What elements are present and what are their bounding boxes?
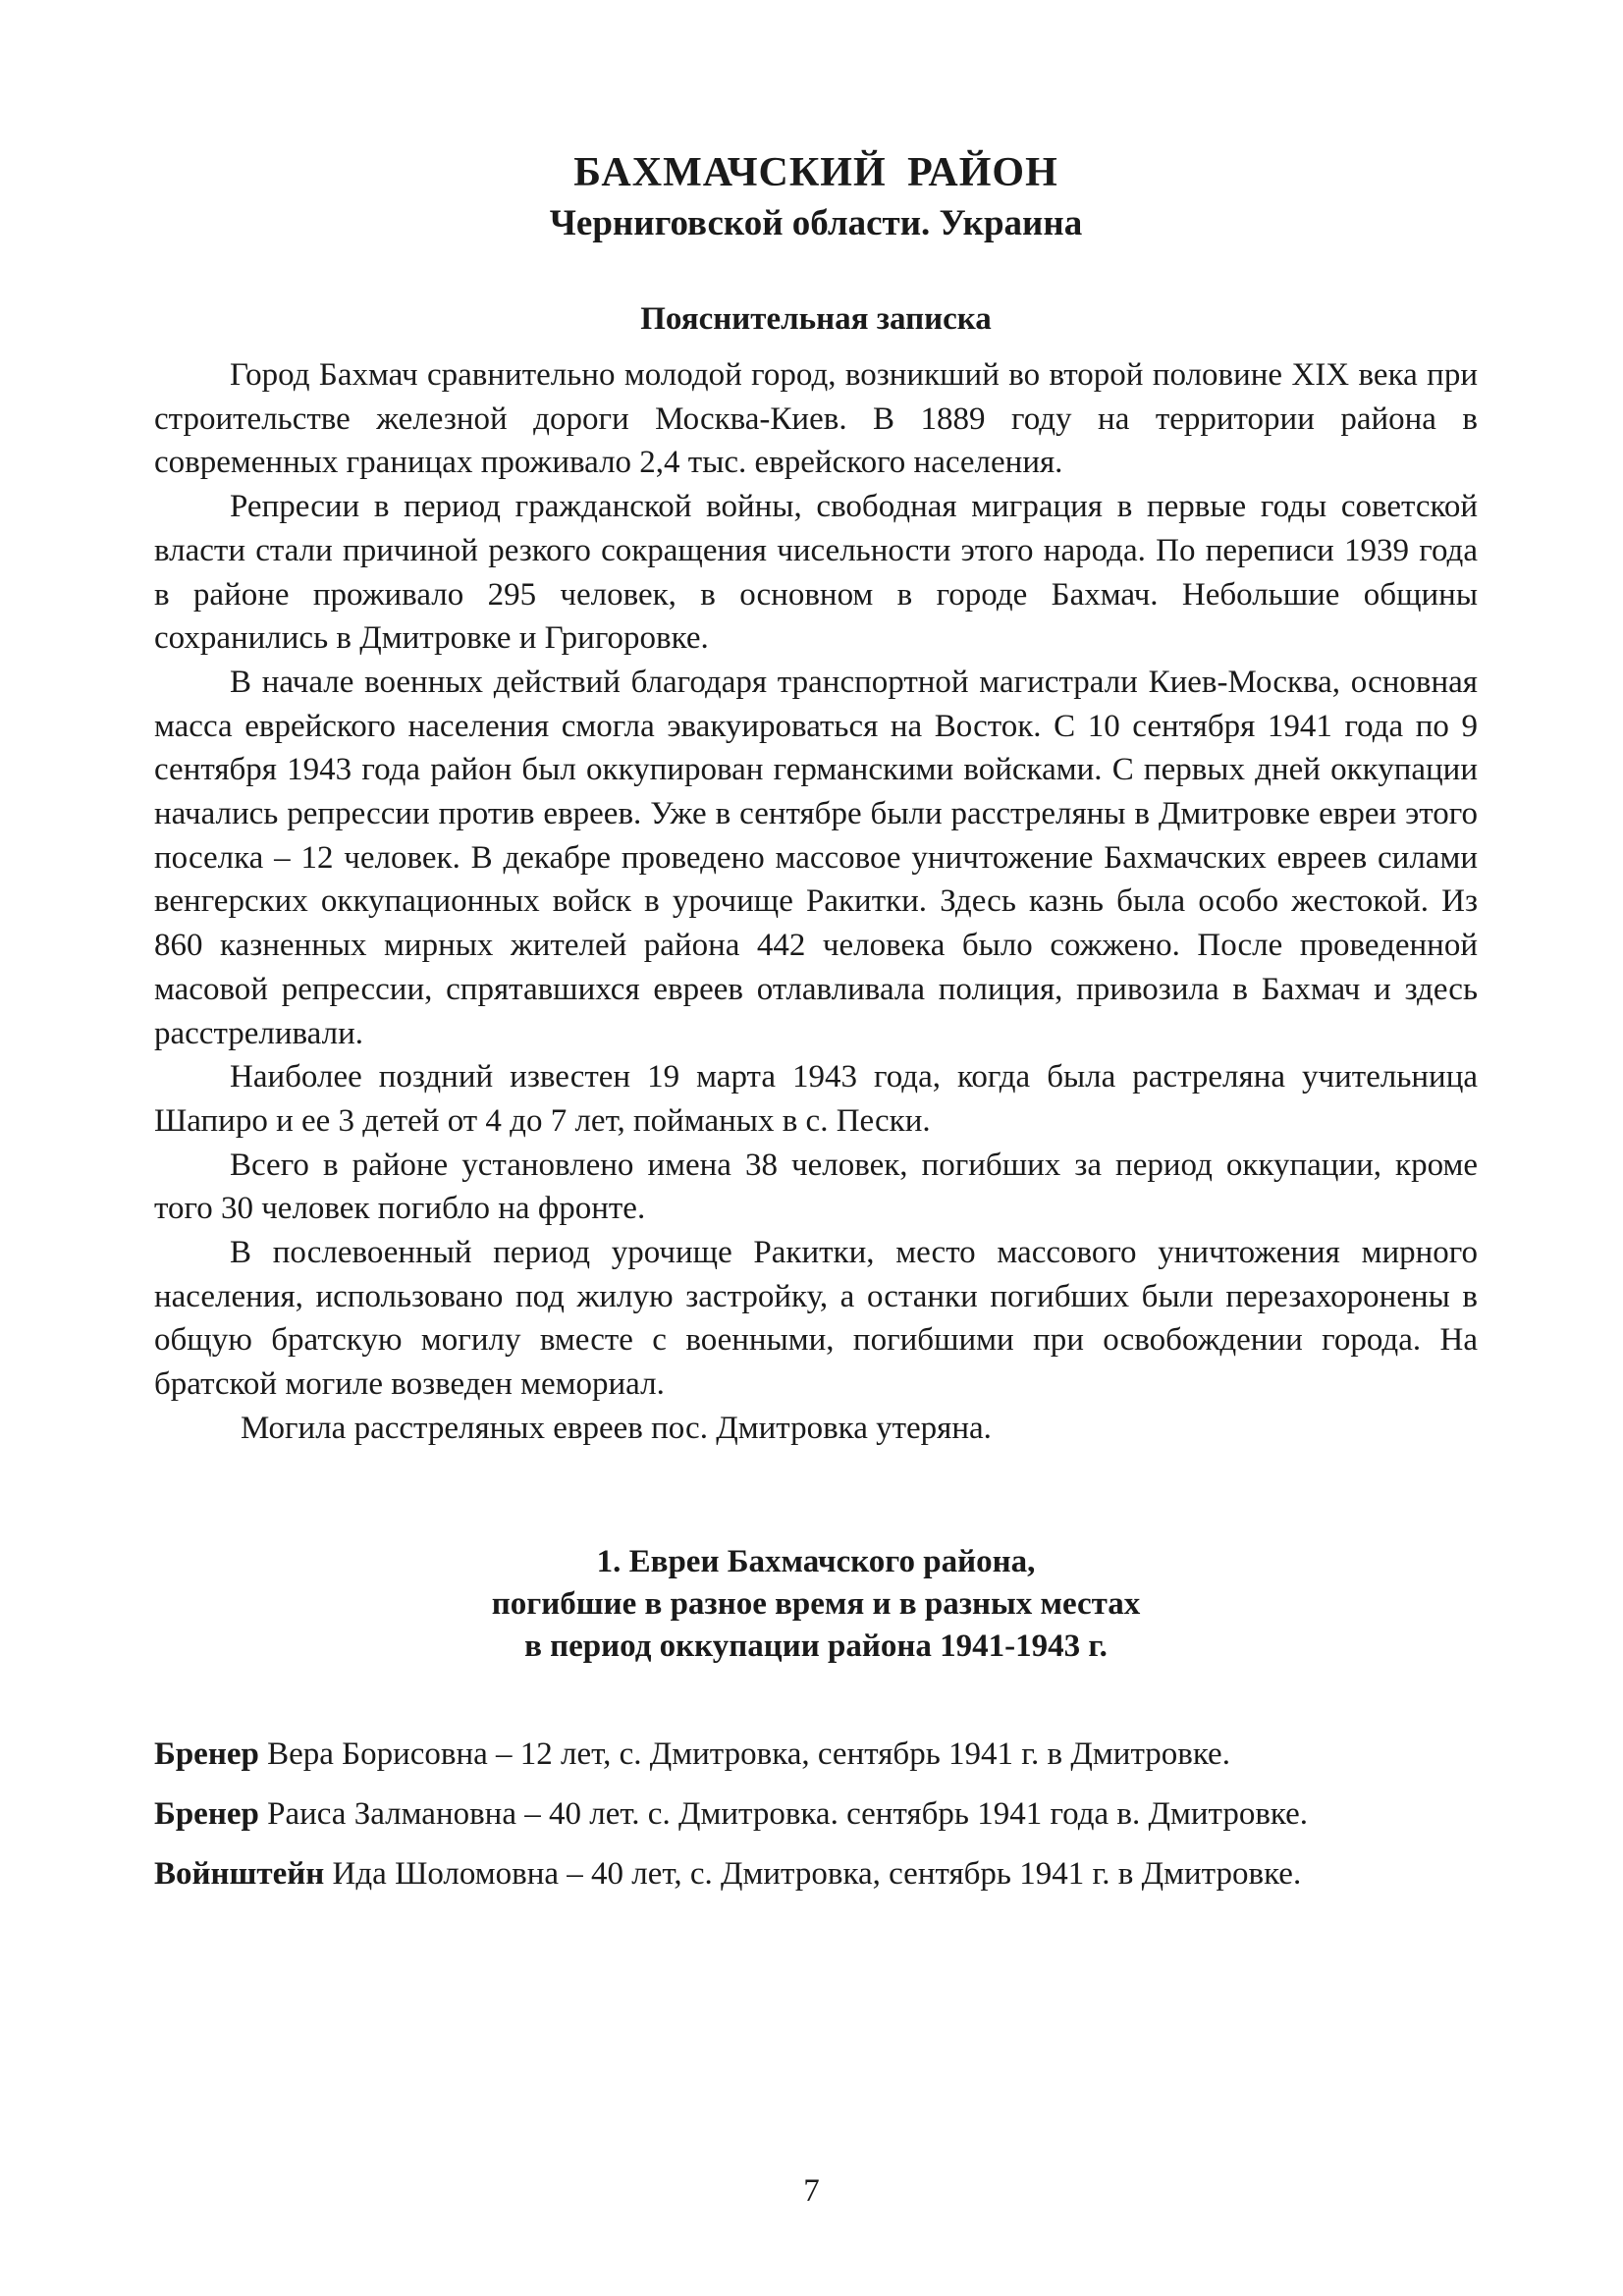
document-title: БАХМАЧСКИЙ РАЙОН [573, 150, 1058, 195]
victim-details: Раиса Залмановна – 40 лет. с. Дмитровка. сентябрь 1941 года в. Дмитровке. [258, 1795, 1309, 1832]
victim-surname: Бренер [154, 1795, 259, 1832]
note-paragraph: В послевоенный период урочище Ракитки, место массового уничтожения мирного населения, использовано под жилую застройку, а останки погибших были перезахоронены в общую братскую могилу вместе с военными, погибшими при освобождении города. На братской могиле возведен мемориал. [154, 1235, 1478, 1403]
note-paragraph: Всего в районе установлено имена 38 человек, погибших за период оккупации, кроме того 30 человек погибло на фронте. [154, 1147, 1478, 1227]
section-heading [154, 1541, 1478, 1668]
victim-entry [154, 1792, 1478, 1836]
document-subtitle: Черниговской области. Украина [549, 203, 1083, 243]
note-paragraph: Репресии в период гражданской войны, свободная миграция в первые годы советской власти стали причиной резкого сокращения чисельности этого народа. По переписи 1939 года в районе проживало 295 человек, в основном в городе Бахмач. Небольшие общины сохранились в Дмитровке и Григоровке. [154, 489, 1478, 657]
victim-details: Вера Борисовна – 12 лет, с. Дмитровка, сентябрь 1941 г. в Дмитровке. [258, 1735, 1230, 1772]
note-paragraph: Наиболее поздний известен 19 марта 1943 года, когда была растреляна учительница Шапиро и ее 3 детей от 4 до 7 лет, пойманых в с. Пески. [154, 1059, 1478, 1139]
page-number: 7 [803, 2173, 820, 2209]
note-paragraph: В начале военных действий благодаря транспортной магистрали Киев-Москва, основная масса еврейского населения смогла эвакуироваться на Восток. С 10 сентября 1941 года по 9 сентября 1943 года район был оккупирован германскими войсками. С первых дней оккупации начались репрессии против евреев. Уже в сентябре были расстреляны в Дмитровке евреи этого поселка – 12 человек. В декабре проведено массовое уничтожение Бахмачских евреев силами венгерских оккупационных войск в урочище Ракитки. Здесь казнь была особо жестокой. Из 860 казненных мирных жителей района 442 человека было сожжено. После проведенной масовой репрессии, спрятавшихся евреев отлавливала полиция, привозила в Бахмач и здесь расстреливали. [154, 664, 1478, 1051]
section-heading-line: 1. Евреи Бахмачского района, [596, 1543, 1036, 1579]
section-heading-line: погибшие в разное время и в разных местах [491, 1585, 1141, 1622]
document-page [154, 147, 1478, 1912]
note-paragraph: Город Бахмач сравнительно молодой город, возникший во второй половине XIX века при строительстве железной дороги Москва-Киев. В 1889 году на территории района в современных границах проживало 2,4 тыс. еврейского населения. [154, 357, 1478, 481]
note-paragraph: Могила расстреляных евреев пос. Дмитровка утеряна. [241, 1410, 992, 1446]
victim-details: Ида Шоломовна – 40 лет, с. Дмитровка, сентябрь 1941 г. в Дмитровке. [324, 1855, 1302, 1892]
victim-surname: Войнштейн [154, 1855, 325, 1892]
explanatory-note-heading: Пояснительная записка [640, 301, 992, 337]
victim-surname: Бренер [154, 1735, 259, 1772]
victim-entry [154, 1852, 1478, 1896]
victim-list [154, 1733, 1478, 1896]
victim-entry [154, 1733, 1478, 1776]
explanatory-note-body [154, 353, 1478, 1451]
section-heading-line: в период оккупации района 1941-1943 г. [524, 1628, 1108, 1664]
